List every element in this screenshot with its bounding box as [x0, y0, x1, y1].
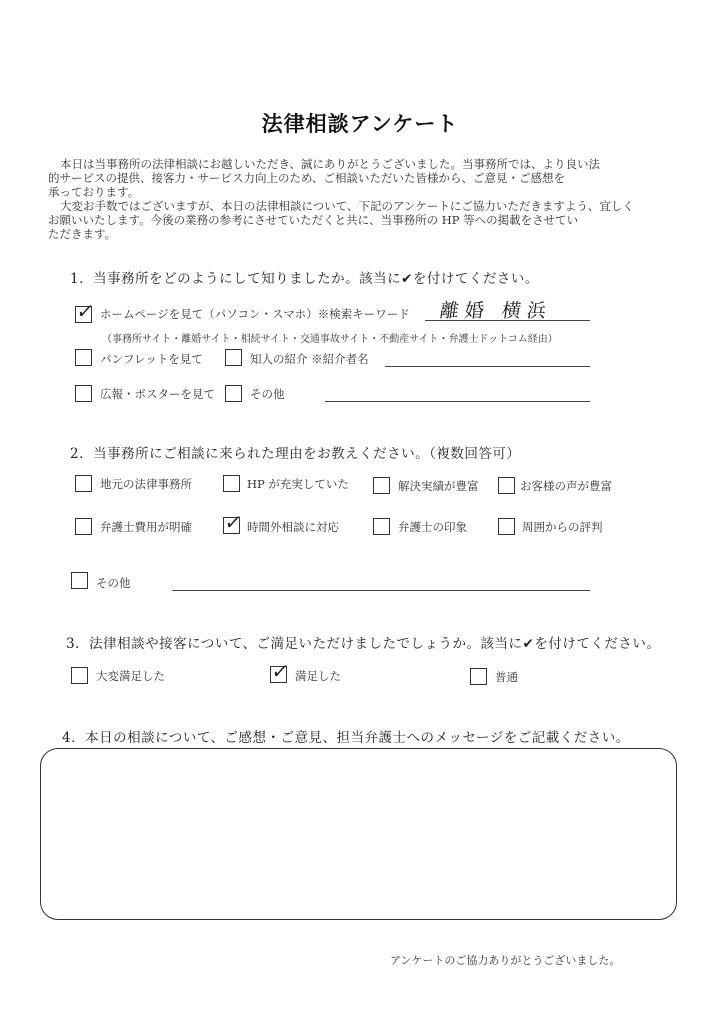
label-homepage: ホームページを見て（パソコン・スマホ）※検索キーワード [100, 307, 410, 321]
footer-thanks: アンケートのご協力ありがとうございました。 [390, 954, 621, 967]
checkbox-reason-2[interactable] [223, 475, 240, 492]
q2-title: 2．当事務所にご相談に来られた理由をお教えください。（複数回答可） [70, 446, 521, 462]
checkbox-very-satisfied[interactable] [71, 667, 88, 684]
label-reason-2: HP が充実していた [247, 477, 349, 491]
label-reason-8: 周囲からの評判 [522, 520, 603, 534]
checkbox-pamphlet[interactable] [75, 349, 92, 366]
check-mark-icon: ✓ [74, 299, 96, 323]
label-reason-3: 解決実績が豊富 [398, 479, 479, 493]
label-reason-7: 弁護士の印象 [398, 520, 467, 534]
label-reason-4: お客様の声が豊富 [520, 479, 612, 493]
intro-line: 的サービスの提供、接客力・サービス力向上のため、ご相談いただいた皆様から、ご意見・ご感想を [48, 171, 566, 185]
checkbox-reason-4[interactable] [498, 477, 515, 494]
checkbox-reason-8[interactable] [498, 518, 515, 535]
checkbox-q1-other[interactable] [225, 385, 242, 402]
q1-other-line [325, 401, 590, 402]
label-satisfied: 満足した [295, 669, 341, 683]
referral-name-line [385, 366, 590, 367]
comment-box[interactable] [40, 748, 677, 920]
checkbox-poster[interactable] [75, 385, 92, 402]
intro-line: 本日は当事務所の法律相談にお越しいただき、誠にありがとうございました。当事務所では、より良い法 [60, 157, 601, 171]
q4-title: 4．本日の相談について、ご感想・ご意見、担当弁護士へのメッセージをご記載ください。 [62, 730, 630, 746]
keyword-line [425, 320, 590, 321]
checkbox-reason-3[interactable] [373, 477, 390, 494]
label-reason-6: 時間外相談に対応 [247, 520, 339, 534]
label-reason-5: 弁護士費用が明確 [100, 520, 192, 534]
checkbox-reason-1[interactable] [75, 475, 92, 492]
page-title: 法律相談アンケート [261, 112, 459, 136]
label-q1-other: その他 [250, 387, 285, 401]
label-referral: 知人の紹介 ※紹介者名 [250, 352, 369, 366]
check-mark-icon: ✓ [269, 659, 291, 683]
checkbox-reason-6[interactable] [222, 510, 244, 534]
label-reason-1: 地元の法律事務所 [100, 477, 192, 491]
intro-text [48, 157, 648, 241]
checkbox-referral[interactable] [225, 349, 242, 366]
q1-title: 1．当事務所をどのようにして知りましたか。該当に✔を付けてください。 [70, 271, 539, 287]
checkbox-reason-7[interactable] [373, 518, 390, 535]
label-q2-other: その他 [96, 576, 131, 590]
label-pamphlet: パンフレットを見て [100, 352, 203, 366]
label-normal: 普通 [495, 670, 518, 684]
checkbox-reason-5[interactable] [75, 518, 92, 535]
checkbox-q2-other[interactable] [71, 572, 88, 589]
handwritten-keyword: 離婚 横浜 [438, 300, 554, 322]
checkbox-normal[interactable] [470, 668, 487, 685]
intro-line: ただきます。 [48, 227, 117, 241]
intro-line: 大変お手数ではございますが、本日の法律相談について、下記のアンケートにご協力いただきますよう、宜しく [60, 199, 634, 213]
label-poster: 広報・ポスターを見て [100, 387, 215, 401]
intro-line: 承っております。 [48, 185, 140, 199]
label-homepage-sub: （事務所サイト・離婚サイト・相続サイト・交通事故サイト・不動産サイト・弁護士ドットコム経由） [102, 334, 558, 345]
checkbox-homepage[interactable] [74, 299, 96, 323]
intro-line: お願いいたします。今後の業務の参考にさせていただくと共に、当事務所の HP 等への掲載をさせてい [48, 213, 579, 227]
q3-title: 3．法律相談や接客について、ご満足いただけましたでしょうか。該当に✔を付けてください。 [66, 636, 661, 652]
checkbox-satisfied[interactable] [269, 659, 291, 683]
q2-other-line [172, 590, 590, 591]
check-mark-icon: ✓ [222, 510, 244, 534]
label-very-satisfied: 大変満足した [96, 669, 165, 683]
